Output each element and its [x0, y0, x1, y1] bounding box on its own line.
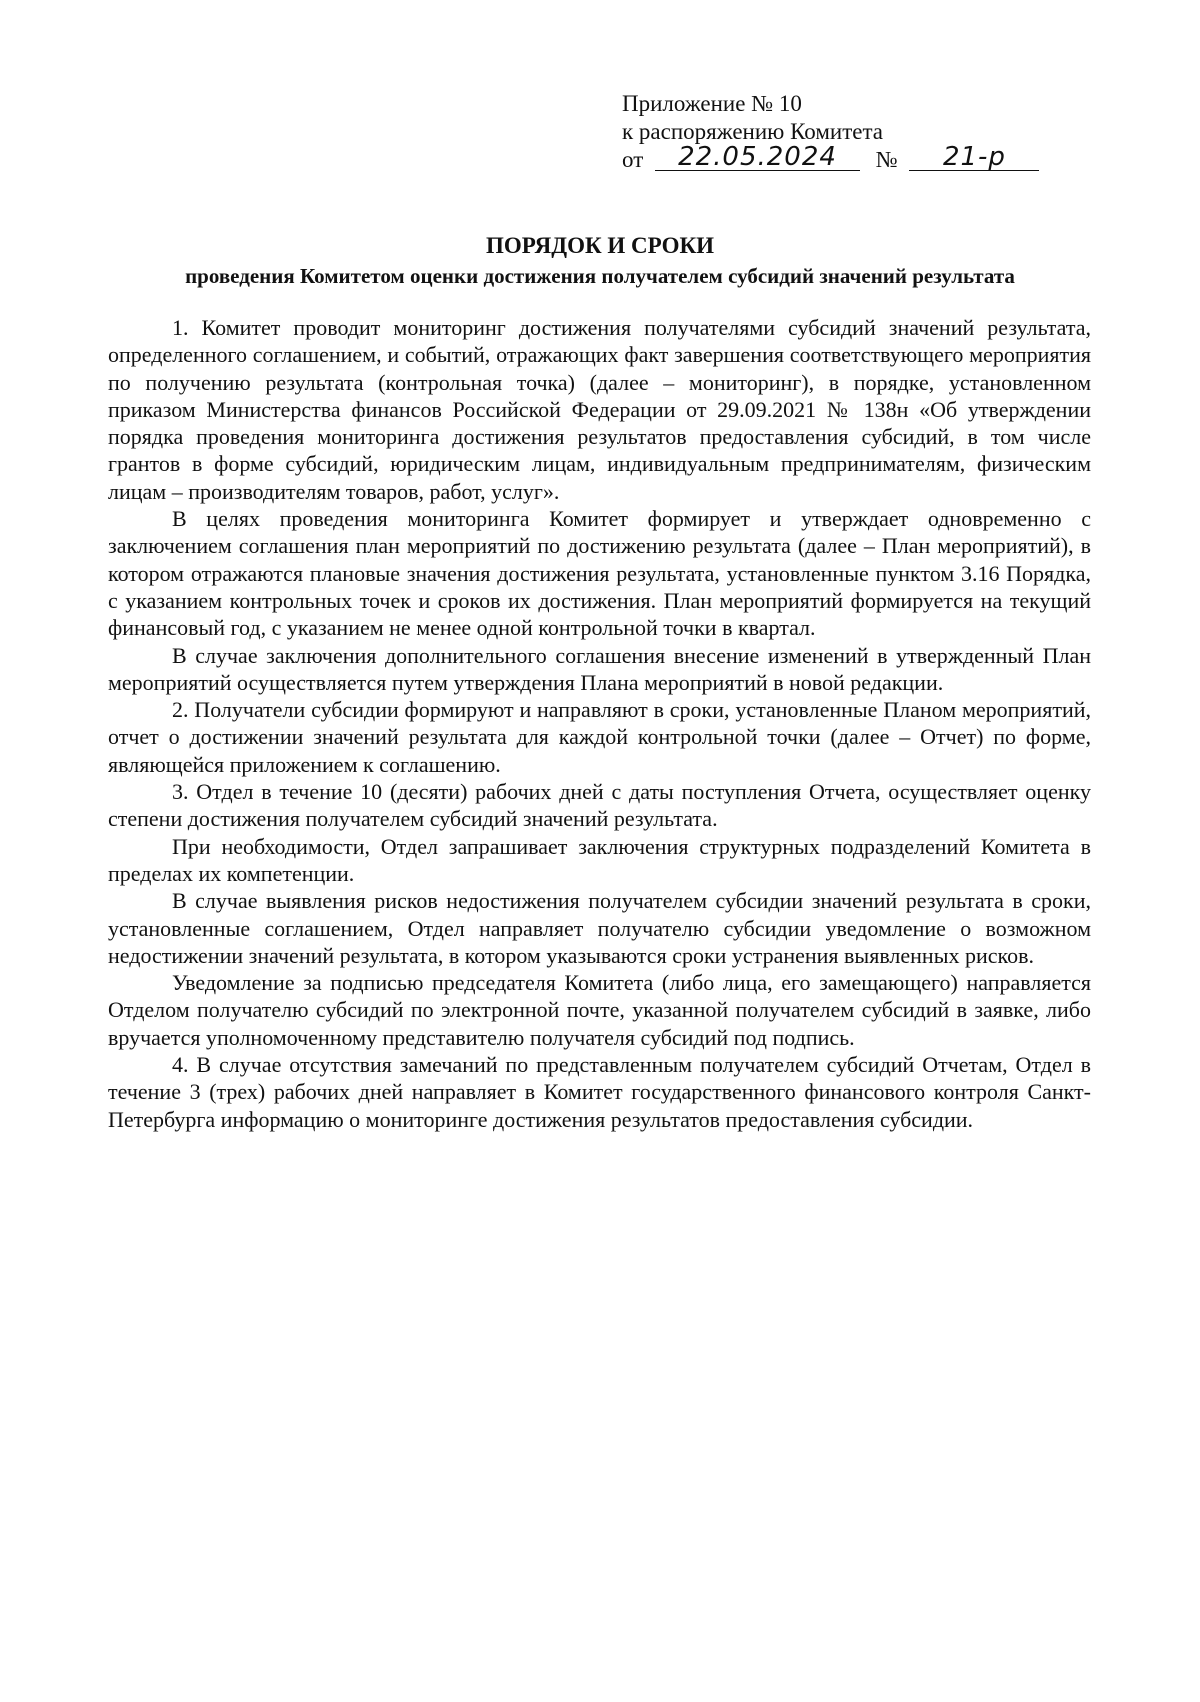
document-body	[108, 314, 1091, 1133]
paragraph: При необходимости, Отдел запрашивает заключения структурных подразделений Комитета в пределах их компетенции.	[108, 833, 1091, 886]
paragraph: В случае выявления рисков недостижения получателем субсидии значений результата в сроки, установленные соглашением, Отдел направляет получателю субсидии уведомление о возможном недостижении значений результата, в котором указываются сроки устранения выявленных рисков.	[108, 888, 1091, 968]
document-title: ПОРЯДОК И СРОКИ	[485, 233, 715, 258]
number-label: №	[875, 147, 898, 172]
paragraph: Уведомление за подписью председателя Комитета (либо лица, его замещающего) направляется Отделом получателю субсидий по электронной почте, указанной получателем субсидий в заявке, либо вручается уполномоченному представителю получателя субсидий под подпись.	[108, 970, 1091, 1050]
paragraph: В целях проведения мониторинга Комитет формирует и утверждает одновременно с заключением соглашения план мероприятий по достижению результата (далее – План мероприятий), в котором отражаются плановые значения достижения результата, установленные пунктом 3.16 Порядка, с указанием контрольных точек и сроков их достижения. План мероприятий формируется на текущий финансовый год, с указанием не менее одной контрольной точки в квартал.	[108, 506, 1091, 641]
paragraph: 4. В случае отсутствия замечаний по представленным получателем субсидий Отчетам, Отдел в течение 3 (трех) рабочих дней направляет в Комитет государственного финансового контроля Санкт-Петербурга информацию о мониторинге достижения результатов предоставления субсидии.	[108, 1052, 1091, 1132]
paragraph: 1. Комитет проводит мониторинг достижения получателями субсидий значений результата, определенного соглашением, и событий, отражающих факт завершения соответствующего мероприятия по получению результата (контрольная точка) (далее – мониторинг), в порядке, установленном приказом Министерства финансов Российской Федерации от 29.09.2021 № 138н «Об утверждении порядка проведения мониторинга достижения результатов предоставления субсидий, в том числе грантов в форме субсидий, юридическим лицам, индивидуальным предпринимателям, физическим лицам – производителям товаров, работ, услуг».	[108, 315, 1091, 504]
paragraph: 2. Получатели субсидии формируют и направляют в сроки, установленные Планом мероприятий, отчет о достижении значений результата для каждой контрольной точки (далее – Отчет) по форме, являющейся приложением к соглашению.	[108, 697, 1091, 777]
handwritten-number: 21-р	[909, 144, 1039, 171]
paragraph: 3. Отдел в течение 10 (десяти) рабочих дней с даты поступления Отчета, осуществляет оценку степени достижения получателем субсидий значений результата.	[108, 779, 1091, 832]
appendix-date-number-line	[622, 142, 1082, 174]
appendix-order-reference: к распоряжению Комитета	[622, 119, 883, 144]
handwritten-date: 22.05.2024	[655, 144, 860, 171]
paragraph: В случае заключения дополнительного соглашения внесение изменений в утвержденный План мероприятий осуществляется путем утверждения Плана мероприятий в новой редакции.	[108, 642, 1091, 695]
from-prefix: от	[622, 147, 644, 172]
appendix-number: Приложение № 10	[622, 91, 802, 116]
document-subtitle: проведения Комитетом оценки достижения получателем субсидий значений результата	[185, 264, 1015, 288]
appendix-header	[622, 90, 1082, 174]
